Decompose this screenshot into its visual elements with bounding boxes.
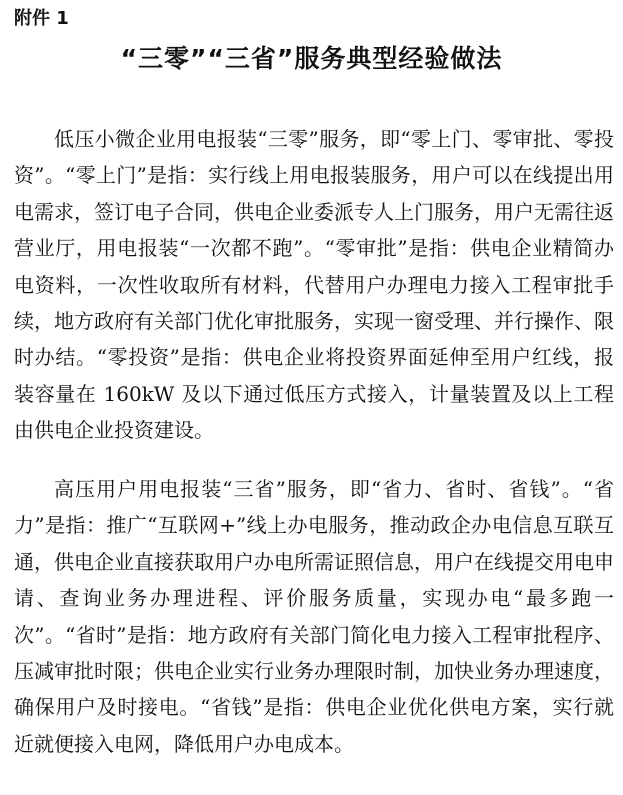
- attachment-label: 附件 1: [14, 8, 69, 29]
- body-paragraph-high-voltage: 高压用户用电报装“三省”服务，即“省力、省时、省钱”。“省力”是指：推广“互联网+”线上办电服务，推动政企办电信息互联互通，供电企业直接获取用户办电所需证照信息，用户在线提交用电申请、查询业务办理进程、评价服务质量，实现办电“最多跑一次”。“省时”是指：地方政府有关部门简化电力接入工程审批程序、压减审批时限；供电企业实行业务办理限时制，加快业务办理速度，确保用户及时接电。“省钱”是指：供电企业优化供电方案，实行就近就便接入电网，降低用户办电成本。: [14, 477, 614, 756]
- document-title: “三零”“三省”服务典型经验做法: [120, 44, 503, 73]
- body-paragraph-low-voltage: 低压小微企业用电报装“三零”服务，即“零上门、零审批、零投资”。“零上门”是指：实行线上用电报装服务，用户可以在线提出用电需求，签订电子合同，供电企业委派专人上门服务，用户无需往返营业厅，用电报装“一次都不跑”。“零审批”是指：供电企业精简办电资料，一次性收取所有材料，代替用户办理电力接入工程审批手续，地方政府有关部门优化审批服务，实现一窗受理、并行操作、限时办结。“零投资”是指：供电企业将投资界面延伸至用户红线，报装容量在 160kW 及以下通过低压方式接入，计量装置及以上工程由供电企业投资建设。: [14, 127, 614, 443]
